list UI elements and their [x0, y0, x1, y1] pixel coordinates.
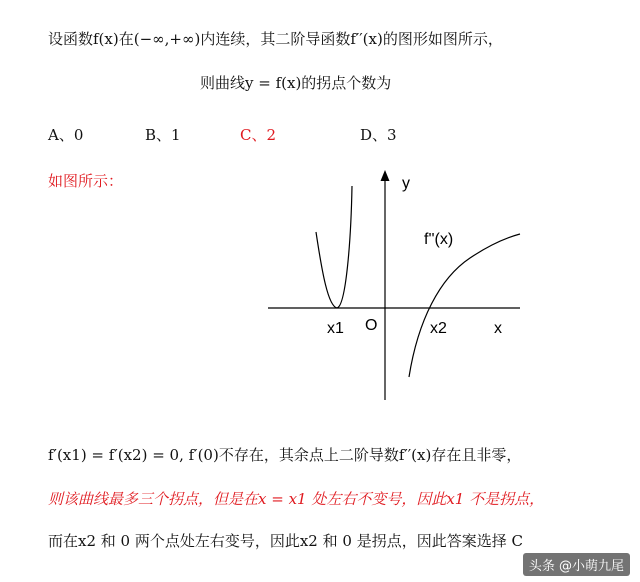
x2-label: x2 — [430, 320, 447, 337]
x-axis-label: x — [494, 320, 502, 337]
explanation-line-3: 而在x2 和 0 两个点处左右变号，因此x2 和 0 是拐点，因此答案选择 C — [48, 532, 523, 550]
option-d: D、3 — [360, 126, 397, 144]
option-c: C、2 — [240, 126, 277, 144]
watermark: 头条 @小萌九尾 — [523, 553, 630, 576]
y-axis-label: y — [402, 175, 410, 192]
question-line-1: 设函数f(x)在(−∞,+∞)内连续，其二阶导函数f′′(x)的图形如图所示， — [48, 30, 503, 48]
option-a: A、0 — [48, 126, 84, 144]
x1-label: x1 — [327, 320, 344, 337]
right-branch-curve — [409, 234, 520, 377]
explanation-line-1: f′(x1) = f′(x2) = 0, f′(0)不存在，其余点上二阶导数f′′(x)存在且非零， — [48, 446, 522, 464]
figure-caption: 如图所示： — [48, 172, 124, 190]
option-b: B、1 — [145, 126, 181, 144]
y-axis-arrow — [381, 170, 390, 181]
question-line-2: 则曲线y = f(x)的拐点个数为 — [200, 74, 392, 92]
explanation-line-2: 则该曲线最多三个拐点，但是在x = x1 处左右不变号，因此x1 不是拐点， — [48, 490, 545, 508]
left-branch-curve — [316, 186, 352, 308]
origin-label: O — [365, 317, 378, 334]
curve-label: f''(x) — [424, 231, 454, 248]
